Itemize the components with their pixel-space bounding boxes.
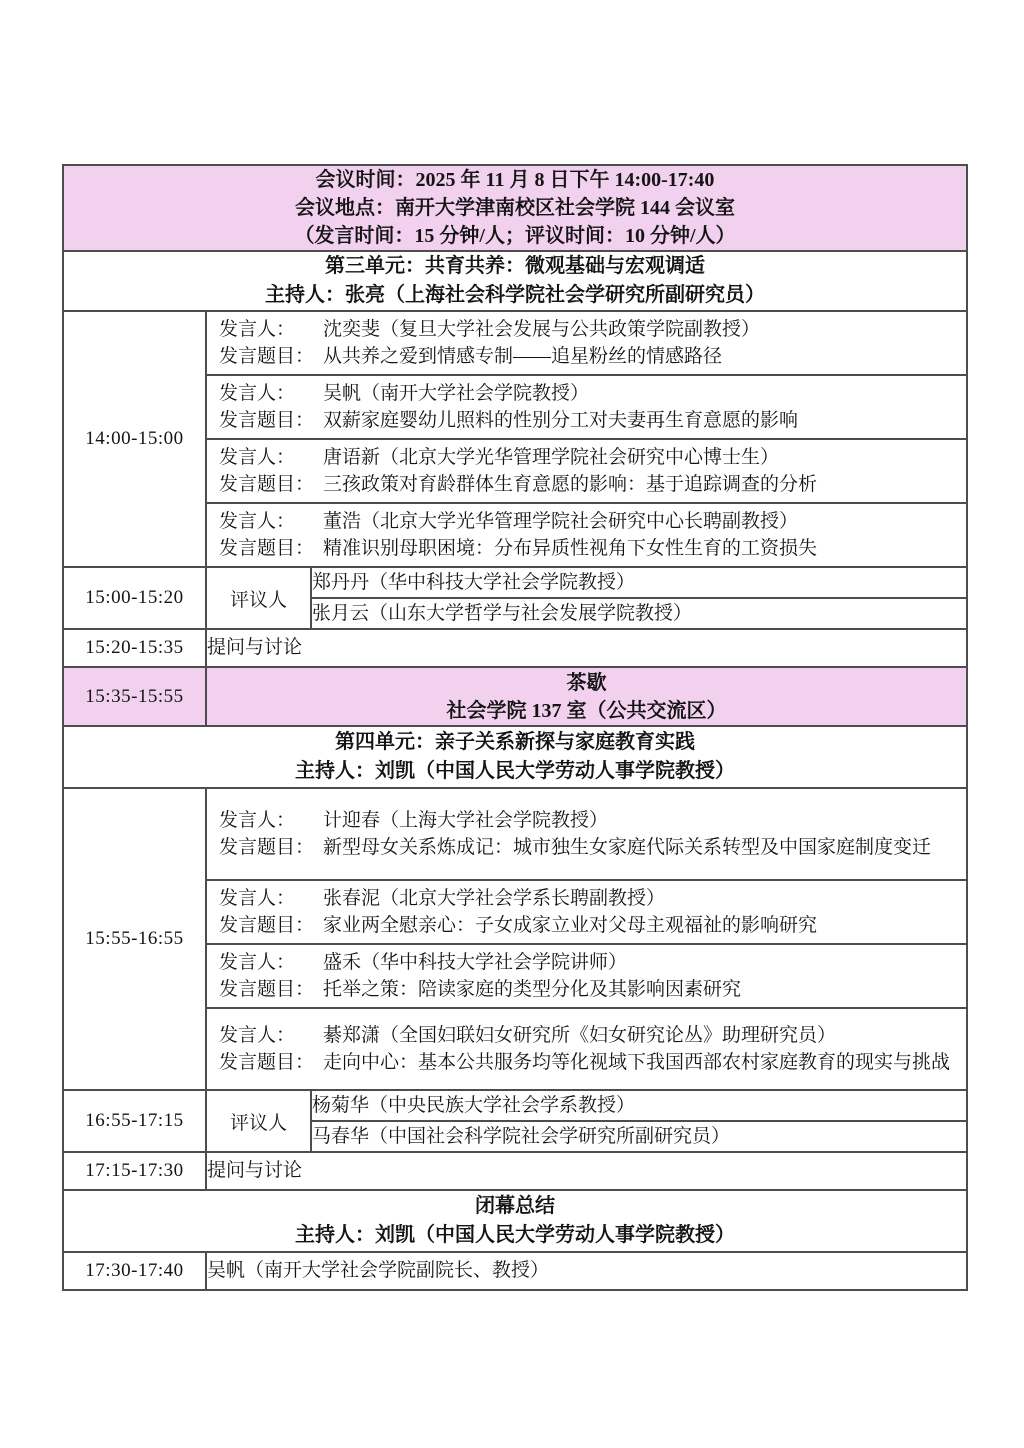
- discussant-label: 评议人: [206, 1090, 311, 1152]
- speaker-label: 发言人：: [219, 952, 296, 973]
- unit3-header-row: [63, 251, 967, 311]
- talk-cell: [206, 788, 967, 880]
- speaker-name: 唐语新（北京大学光华管理学院社会研究中心博士生）: [323, 447, 780, 468]
- discussant-label: 评议人: [206, 567, 311, 629]
- speaker-name: 盛禾（华中科技大学社会学院讲师）: [323, 952, 628, 973]
- tea-break-location: 社会学院 137 室（公共交流区）: [446, 699, 727, 722]
- talk-cell: [206, 880, 967, 944]
- speaker-label: 发言人：: [219, 511, 296, 532]
- closing-header-cell: [63, 1190, 967, 1252]
- talk-topic: 家业两全慰亲心：子女成家立业对父母主观福祉的影响研究: [323, 915, 818, 936]
- conference-location: 会议地点：南开大学津南校区社会学院 144 会议室: [295, 197, 735, 219]
- talk-topic: 新型母女关系炼成记：城市独生女家庭代际关系转型及中国家庭制度变迁: [323, 837, 932, 858]
- discussant-name: 马春华（中国社会科学院社会学研究所副研究员）: [311, 1121, 967, 1152]
- discussant-name: 郑丹丹（华中科技大学社会学院教授）: [311, 567, 967, 598]
- talk-topic: 走向中心：基本公共服务均等化视域下我国西部农村家庭教育的现实与挑战: [323, 1052, 951, 1073]
- talk-topic: 精准识别母职困境：分布异质性视角下女性生育的工资损失: [323, 538, 818, 559]
- qa-label: 提问与讨论: [206, 1152, 967, 1190]
- speaker-label: 发言人：: [219, 1025, 296, 1046]
- conference-time: 会议时间：2025 年 11 月 8 日下午 14:00-17:40: [315, 169, 715, 191]
- speaker-label: 发言人：: [219, 383, 296, 404]
- topic-label: 发言题目：: [219, 915, 315, 936]
- speaker-label: 发言人：: [219, 888, 296, 909]
- schedule-table: [62, 164, 968, 1291]
- speaker-name: 计迎春（上海大学社会学院教授）: [323, 810, 609, 831]
- speaker-name: 綦郑潇（全国妇联妇女研究所《妇女研究论丛》助理研究员）: [323, 1025, 837, 1046]
- conference-info-cell: [63, 165, 967, 251]
- unit3-header-cell: [63, 251, 967, 311]
- unit4-host: 主持人：刘凯（中国人民大学劳动人事学院教授）: [295, 760, 735, 782]
- unit4-header-cell: [63, 726, 967, 788]
- talk-cell: [206, 503, 967, 567]
- closing-time: 17:30-17:40: [63, 1252, 206, 1290]
- speaker-label: 发言人：: [219, 810, 296, 831]
- conference-rules: （发言时间：15 分钟/人；评议时间：10 分钟/人）: [294, 225, 736, 247]
- topic-label: 发言题目：: [219, 837, 315, 858]
- closing-host: 主持人：刘凯（中国人民大学劳动人事学院教授）: [295, 1224, 735, 1246]
- closing-title: 闭幕总结: [475, 1195, 555, 1217]
- session3-qa-time: 15:20-15:35: [63, 629, 206, 667]
- closing-row: [63, 1252, 967, 1290]
- talk-cell: [206, 1008, 967, 1090]
- talk-row: [63, 788, 967, 880]
- speaker-name: 董浩（北京大学光华管理学院社会研究中心长聘副教授）: [323, 511, 799, 532]
- topic-label: 发言题目：: [219, 474, 315, 495]
- session4-discussion-time: 16:55-17:15: [63, 1090, 206, 1152]
- tea-break-title: 茶歇: [566, 671, 607, 694]
- topic-label: 发言题目：: [219, 979, 315, 1000]
- speaker-name: 张春泥（北京大学社会学系长聘副教授）: [323, 888, 666, 909]
- talk-cell: [206, 944, 967, 1008]
- qa-label: 提问与讨论: [206, 629, 967, 667]
- speaker-label: 发言人：: [219, 319, 296, 340]
- speaker-name: 沈奕斐（复旦大学社会发展与公共政策学院副教授）: [323, 319, 761, 340]
- talk-topic: 双薪家庭婴幼儿照料的性别分工对夫妻再生育意愿的影响: [323, 410, 799, 431]
- talk-cell: [206, 375, 967, 439]
- speaker-label: 发言人：: [219, 447, 296, 468]
- discussant-row: [63, 1090, 967, 1121]
- unit3-host: 主持人：张亮（上海社会科学院社会学研究所副研究员）: [265, 284, 765, 306]
- talk-cell: [206, 311, 967, 375]
- talk-topic: 从共养之爱到情感专制——追星粉丝的情感路径: [323, 346, 723, 367]
- session4-time: 15:55-16:55: [63, 788, 206, 1090]
- topic-label: 发言题目：: [219, 1052, 315, 1073]
- closing-speaker: 吴帆（南开大学社会学院副院长、教授）: [206, 1252, 967, 1290]
- unit4-title: 第四单元：亲子关系新探与家庭教育实践: [335, 731, 695, 753]
- talk-topic: 托举之策：陪读家庭的类型分化及其影响因素研究: [323, 979, 742, 1000]
- speaker-name: 吴帆（南开大学社会学院教授）: [323, 383, 590, 404]
- talk-topic: 三孩政策对育龄群体生育意愿的影响：基于追踪调查的分析: [323, 474, 818, 495]
- session4-qa-time: 17:15-17:30: [63, 1152, 206, 1190]
- discussant-name: 杨菊华（中央民族大学社会学系教授）: [311, 1090, 967, 1121]
- session3-discussion-time: 15:00-15:20: [63, 567, 206, 629]
- topic-label: 发言题目：: [219, 346, 315, 367]
- closing-header-row: [63, 1190, 967, 1252]
- qa-row: [63, 1152, 967, 1190]
- tea-break-cell: [206, 667, 967, 726]
- unit3-title: 第三单元：共育共养：微观基础与宏观调适: [325, 255, 705, 277]
- tea-break-time: 15:35-15:55: [63, 667, 206, 726]
- topic-label: 发言题目：: [219, 410, 315, 431]
- session3-time: 14:00-15:00: [63, 311, 206, 567]
- qa-row: [63, 629, 967, 667]
- talk-cell: [206, 439, 967, 503]
- unit4-header-row: [63, 726, 967, 788]
- tea-break-row: [63, 667, 967, 726]
- discussant-name: 张月云（山东大学哲学与社会发展学院教授）: [311, 598, 967, 629]
- topic-label: 发言题目：: [219, 538, 315, 559]
- discussant-row: [63, 567, 967, 598]
- conference-info-row: [63, 165, 967, 251]
- talk-row: [63, 311, 967, 375]
